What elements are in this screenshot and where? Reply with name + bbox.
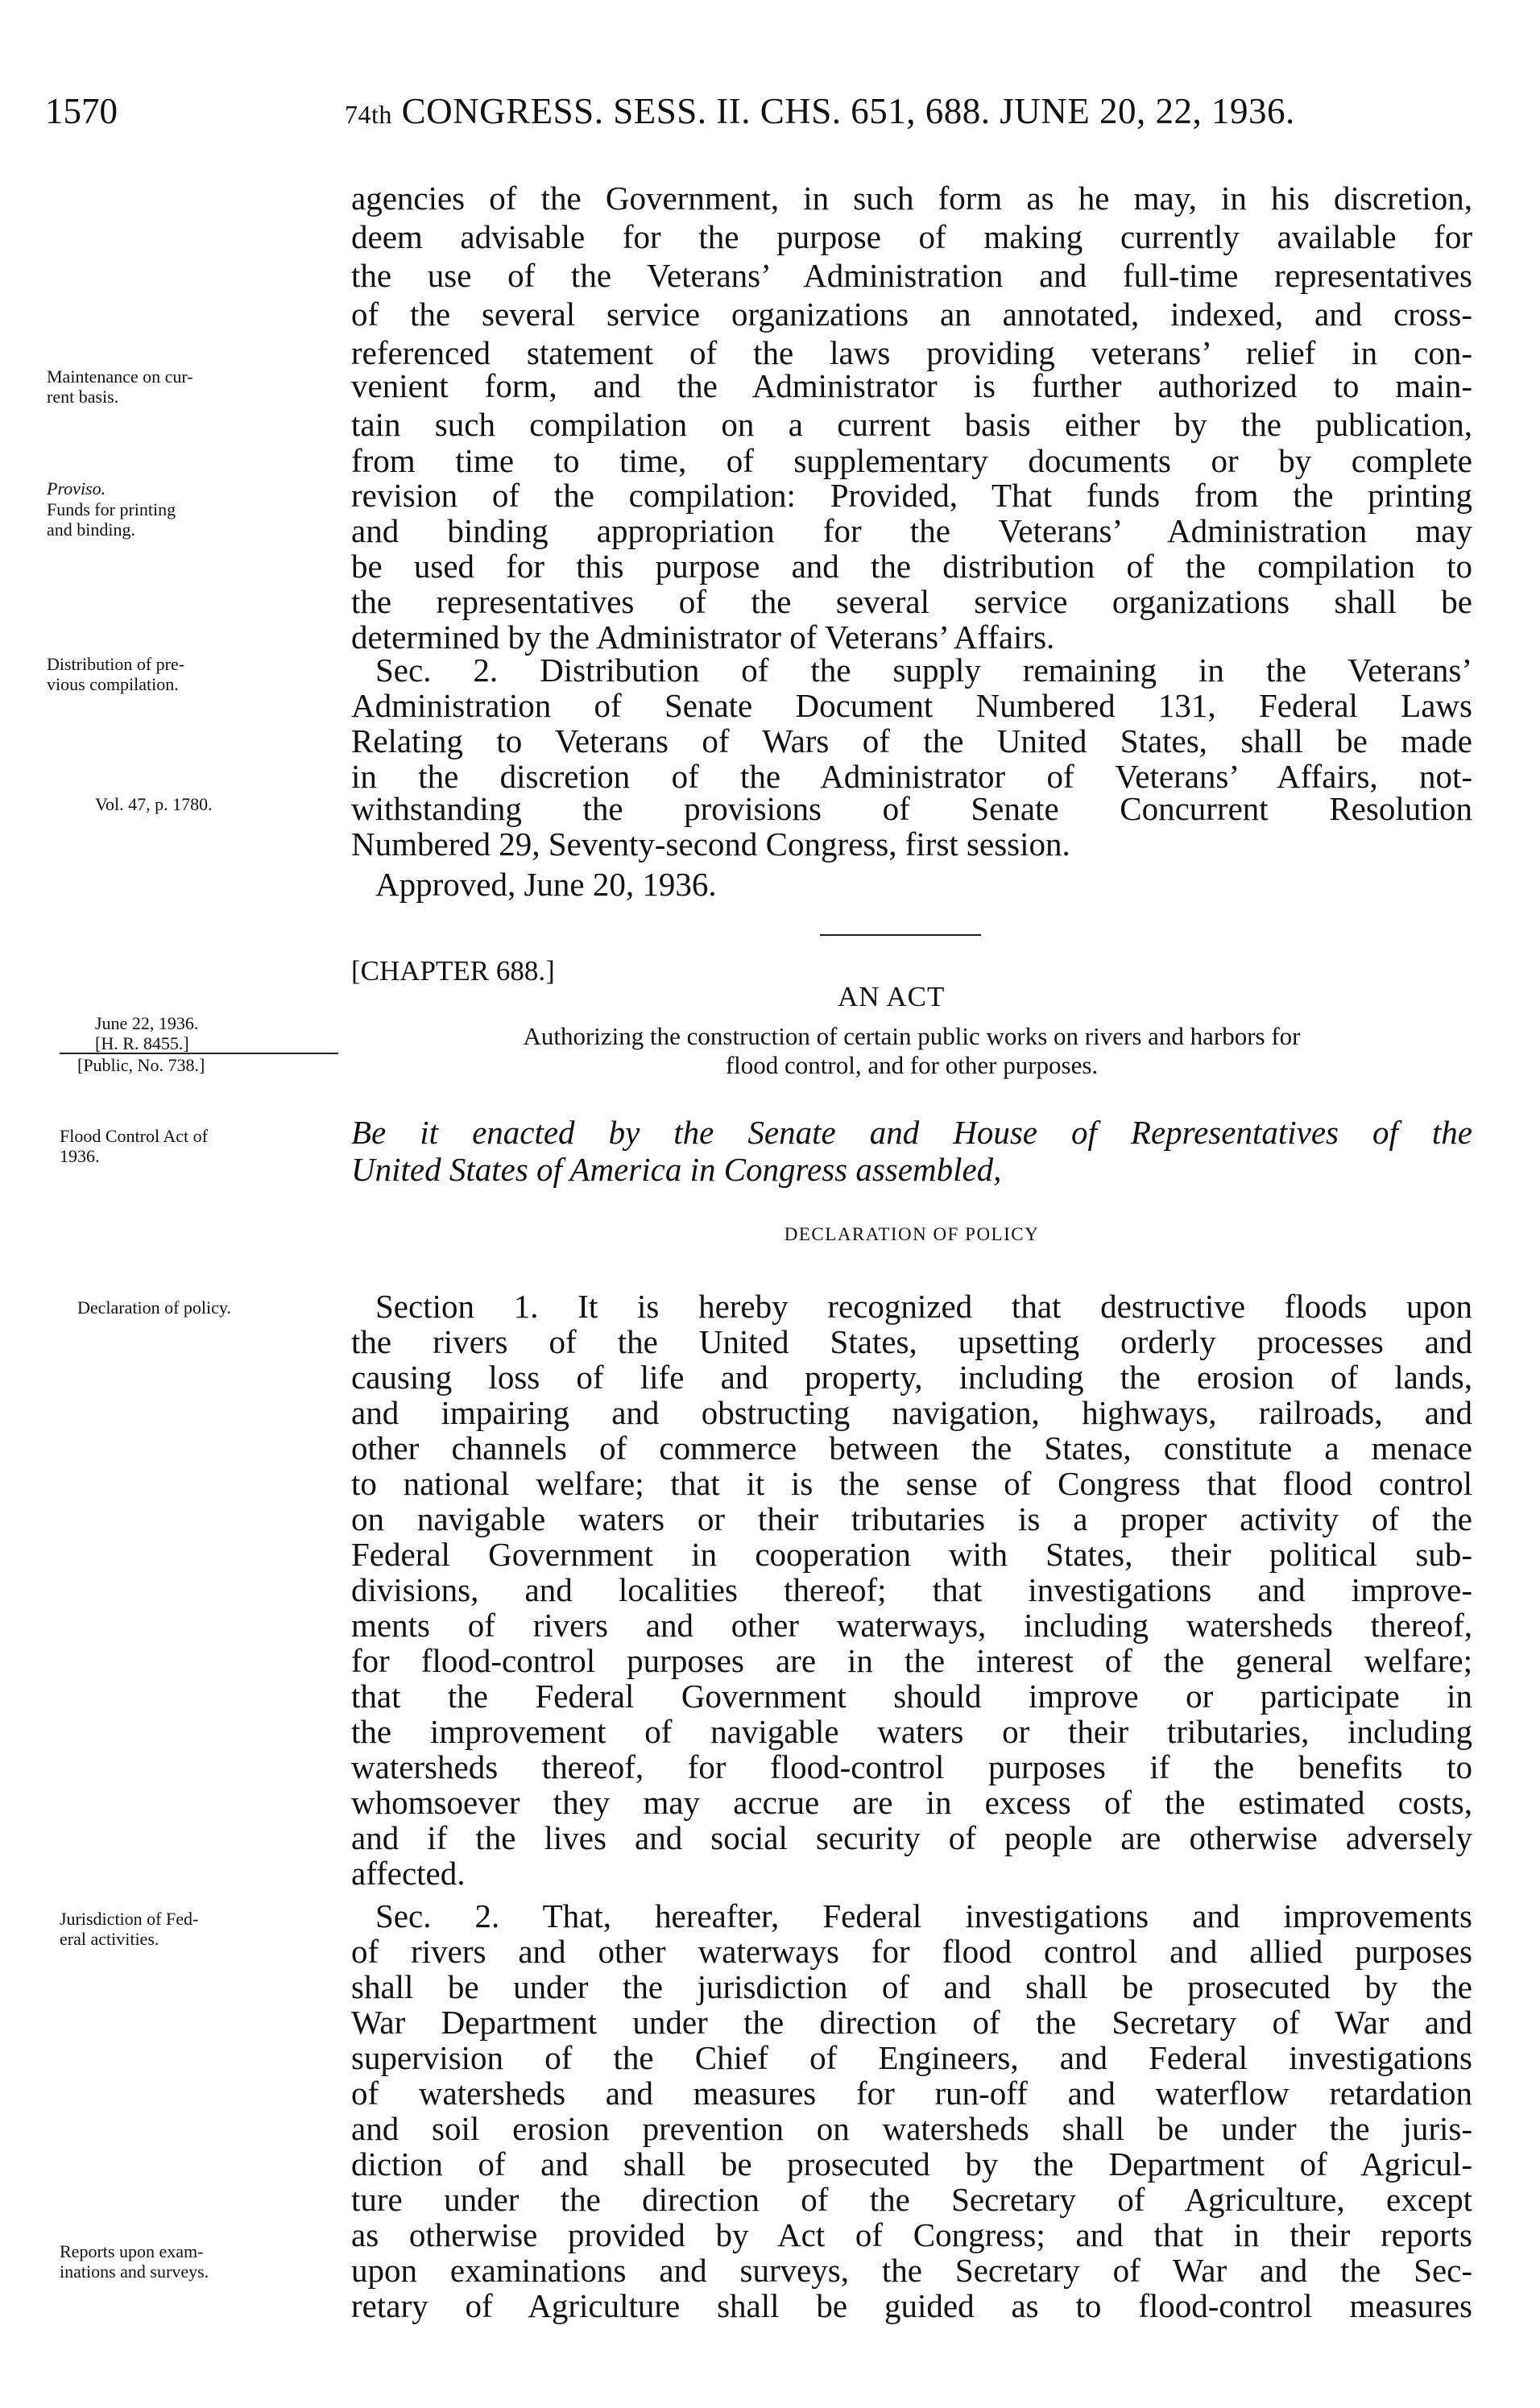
margin-note-declaration: Declaration of policy.	[77, 1297, 231, 1318]
chapter-651-line: withstanding the provisions of Senate Concurrent Resolution	[351, 790, 1472, 827]
running-head-title: CONGRESS. SESS. II. CHS. 651, 688. JUNE 20, 22, 1936.	[401, 91, 1295, 131]
section-1-line: divisions, and localities thereof; that investigations and improve-	[351, 1571, 1472, 1608]
chapter-651-line: from time to time, of supplementary documents or by complete	[351, 442, 1472, 479]
chapter-651-section-2-line: Sec. 2. Distribution of the supply remaining in the Veterans’	[375, 652, 1472, 689]
section-2-line: of watersheds and measures for run-off and waterflow retardation	[351, 2075, 1472, 2112]
chapter-651-line: and binding appropriation for the Veterans’ Administration may	[351, 512, 1472, 549]
section-2-line: diction of and shall be prosecuted by the Department of Agricul-	[351, 2145, 1472, 2183]
section-2-line: shall be under the jurisdiction of and shall be prosecuted by the	[351, 1968, 1472, 2005]
margin-note-statute-reference: Vol. 47, p. 1780.	[95, 794, 213, 814]
chapter-651-line: venient form, and the Administrator is further authorized to main-	[351, 367, 1472, 404]
chapter-label: [CHAPTER 688.]	[351, 955, 555, 987]
page-number: 1570	[45, 91, 118, 131]
section-2-line: Sec. 2. That, hereafter, Federal investigations and improvements	[375, 1897, 1472, 1934]
section-1-line: causing loss of life and property, including the erosion of lands,	[351, 1359, 1472, 1396]
section-2-line: and soil erosion prevention on watersheds shall be under the juris-	[351, 2110, 1472, 2147]
margin-note-distribution: Distribution of pre- vious compilation.	[47, 654, 185, 694]
chapter-651-line: tain such compilation on a current basis either by the publication,	[351, 406, 1472, 443]
chapter-651-line: Relating to Veterans of Wars of the United States, shall be made	[351, 722, 1472, 759]
chapter-651-line: of the several service organizations an annotated, indexed, and cross-	[351, 296, 1472, 333]
act-title: AN ACT	[838, 981, 946, 1012]
margin-note-jurisdiction: Jurisdiction of Fed- eral activities.	[60, 1909, 199, 1949]
section-1-line: on navigable waters or their tributaries is a proper activity of the	[351, 1500, 1472, 1537]
section-1-line: other channels of commerce between the States, constitute a menace	[351, 1429, 1472, 1467]
section-2-line: supervision of the Chief of Engineers, and Federal investigations	[351, 2039, 1472, 2076]
section-2-line: upon examinations and surveys, the Secretary of War and the Sec-	[351, 2252, 1472, 2289]
page-header	[45, 90, 1469, 139]
section-1-line: the improvement of navigable waters or their tributaries, including	[351, 1713, 1472, 1750]
margin-note-maintenance: Maintenance on cur- rent basis.	[47, 366, 193, 407]
section-2-line: of rivers and other waterways for flood control and allied purposes	[351, 1933, 1472, 1970]
chapter-651-line: the use of the Veterans’ Administration and full-time representatives	[351, 257, 1472, 294]
section-heading: DECLARATION OF POLICY	[784, 1224, 1040, 1244]
section-1-line: whomsoever they may accrue are in excess of the estimated costs,	[351, 1784, 1472, 1821]
section-2-line: ture under the direction of the Secretary of Agriculture, except	[351, 2181, 1472, 2218]
chapter-651-line: be used for this purpose and the distribution of the compilation to	[351, 548, 1472, 585]
section-2-line: retary of Agriculture shall be guided as to flood-control measures	[351, 2287, 1472, 2324]
section-1-line: and if the lives and social security of people are otherwise adversely	[351, 1819, 1472, 1856]
enacting-clause-line: United States of America in Congress assembled,	[351, 1151, 1002, 1188]
enacting-clause-line: Be it enacted by the Senate and House of Representatives of the	[351, 1114, 1472, 1151]
running-head-ordinal: 74th	[345, 100, 392, 129]
chapter-divider	[820, 934, 981, 936]
chapter-651-line: Administration of Senate Document Numbered 131, Federal Laws	[351, 687, 1472, 724]
act-summary-line: flood control, and for other purposes.	[725, 1051, 1099, 1079]
section-1-line: Federal Government in cooperation with States, their political sub-	[351, 1536, 1472, 1573]
chapter-651-line: referenced statement of the laws providing veterans’ relief in con-	[351, 334, 1472, 371]
stub-divider	[60, 1053, 338, 1054]
section-1-line: to national welfare; that it is the sense of Congress that flood control	[351, 1465, 1472, 1502]
section-1-line: watersheds thereof, for flood-control purposes if the benefits to	[351, 1748, 1472, 1785]
chapter-651-line: revision of the compilation: Provided, That funds from the printing	[351, 477, 1472, 514]
chapter-651-line: the representatives of the several service organizations shall be	[351, 583, 1472, 620]
section-1-line: that the Federal Government should improve or participate in	[351, 1678, 1472, 1715]
approval-line: Approved, June 20, 1936.	[375, 866, 717, 903]
chapter-651-line: agencies of the Government, in such form as he may, in his discretion,	[351, 180, 1472, 217]
chapter-651-line: Numbered 29, Seventy-second Congress, first session.	[351, 825, 1070, 863]
section-2-line: War Department under the direction of the Secretary of War and	[351, 2004, 1472, 2041]
margin-note-proviso: Proviso.	[47, 478, 106, 499]
section-1-line: affected.	[351, 1855, 466, 1892]
margin-note-public-law: [Public, No. 738.]	[77, 1055, 205, 1075]
section-1-line: Section 1. It is hereby recognized that destructive floods upon	[375, 1288, 1472, 1325]
chapter-651-line: deem advisable for the purpose of making currently available for	[351, 218, 1472, 255]
chapter-651-line: determined by the Administrator of Veterans’ Affairs.	[351, 619, 1055, 656]
act-summary-line: Authorizing the construction of certain public works on rivers and harbors for	[523, 1022, 1301, 1050]
section-1-line: and impairing and obstructing navigation, highways, railroads, and	[351, 1394, 1472, 1431]
running-head	[345, 90, 1295, 132]
margin-note-date: June 22, 1936.	[95, 1013, 199, 1033]
section-1-line: for flood-control purposes are in the interest of the general welfare;	[351, 1642, 1472, 1679]
margin-note-funds: Funds for printing and binding.	[47, 499, 176, 540]
margin-note-reports: Reports upon exam- inations and surveys.	[60, 2241, 209, 2282]
chapter-651-line: in the discretion of the Administrator of Veterans’ Affairs, not-	[351, 758, 1472, 795]
margin-note-bill-number: [H. R. 8455.]	[95, 1033, 189, 1053]
section-1-line: ments of rivers and other waterways, including watersheds thereof,	[351, 1607, 1472, 1644]
section-2-line: as otherwise provided by Act of Congress; and that in their reports	[351, 2216, 1472, 2253]
margin-note-short-title: Flood Control Act of 1936.	[60, 1126, 208, 1166]
section-1-line: the rivers of the United States, upsetting orderly processes and	[351, 1323, 1472, 1360]
